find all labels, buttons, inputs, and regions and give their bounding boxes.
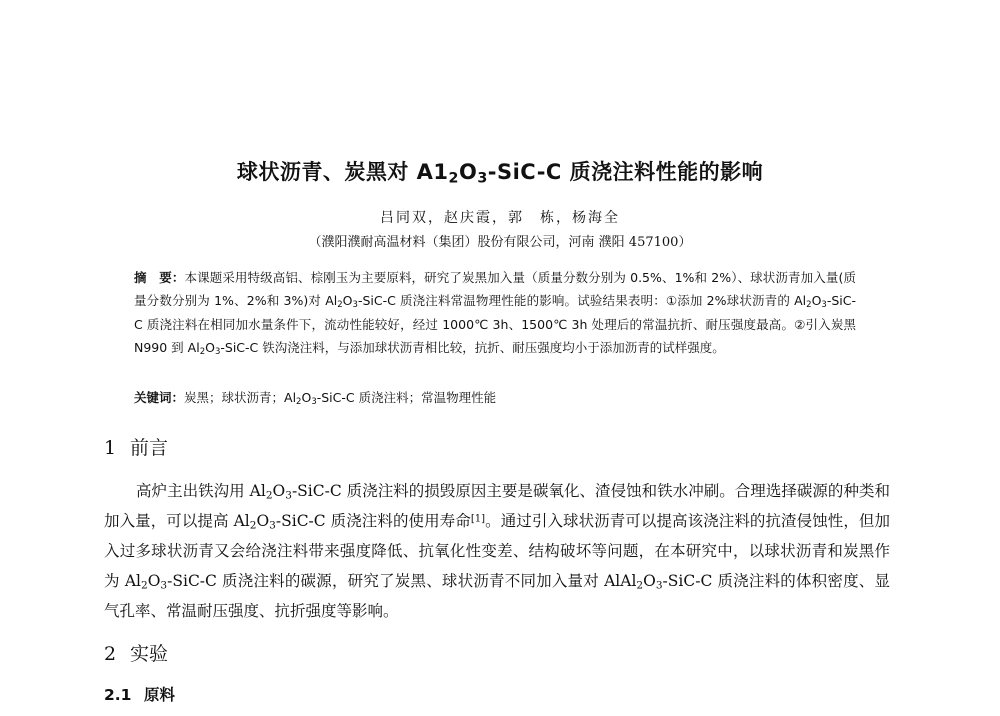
- paper-title: 球状沥青、炭黑对 $A1_2O_3-SiC-C$ 质浇注料性能的影响: [236, 160, 764, 187]
- keywords-label: 关键词：: [134, 390, 185, 405]
- subsection-heading-materials: 2.1 原料: [104, 686, 176, 704]
- section-heading-introduction: 1 前言: [104, 437, 169, 459]
- section-heading-experiment: 2 实验: [104, 643, 169, 665]
- keywords: 关键词：炭黑；球状沥青；$Al_2O_3-SiC-C$ 质浇注料；常温物理性能: [134, 390, 497, 408]
- abstract-label: 摘 要：: [134, 270, 185, 285]
- citation-ref[interactable]: [1]: [470, 513, 486, 525]
- author-list: 吕同双，赵庆霞，郭 栋，杨海全: [380, 210, 620, 226]
- introduction-paragraph: 高炉主出铁沟用 $Al_2O_3-SiC-C$ 质浇注料的损毁原因主要是碳氧化、渣侵蚀和铁水冲刷。合理选择碳源的种类和加入量，可以提高 $Al_2O_3-SiC-C$ 质浇注料的使用寿命[1]。通过引入球状沥青可以提高该浇注料的抗渣侵蚀性，但加入过多球状沥青又会给浇注料带来强度降低、抗氧化性变差、结构破坏等问题，在本研究中，以球状沥青和炭黑作为 $Al_2O_3-SiC-C$ 质浇注料的碳源，研究了炭黑、球状沥青不同加入量对 $AlAl_2O_3-SiC-C$ 质浇注料的体积密度、显气孔率、常温耐压强度、抗折强度等影响。: [104, 482, 891, 620]
- affiliation: （濮阳濮耐高温材料（集团）股份有限公司，河南 濮阳 457100）: [308, 235, 692, 250]
- abstract: 摘 要：本课题采用特级高铝、棕刚玉为主要原料，研究了炭黑加入量（质量分数分别为 0.5%、1%和 2%）、球状沥青加入量(质量分数分别为 1%、2%和 3%)对 $Al_2O_3-SiC-C$ 质浇注料常温物理性能的影响。试验结果表明：①添加 2%球状沥青的 $Al_2O_3-SiC-C$ 质浇注料在相同加水量条件下，流动性能较好，经过 1000℃ 3h、1500℃ 3h 处理后的常温抗折、耐压强度最高。②引入炭黑 N990 到 $Al_2O_3-SiC-C$ 铁沟浇注料，与添加球状沥青相比较，抗折、耐压强度均小于添加沥青的试样强度。: [134, 270, 857, 358]
